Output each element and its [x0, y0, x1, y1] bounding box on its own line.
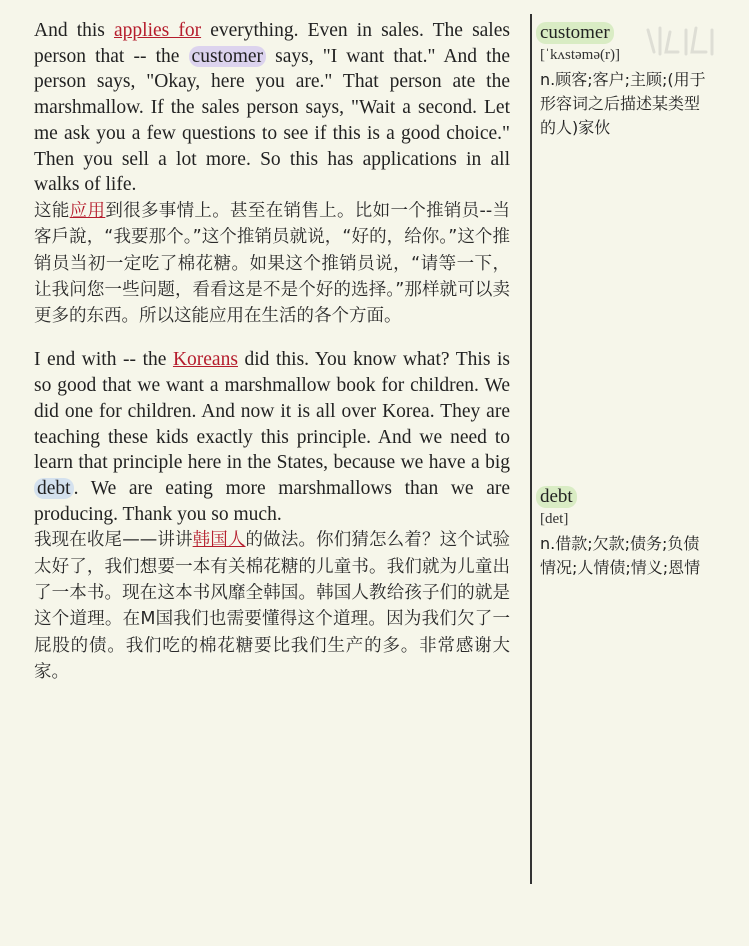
text-span: I end with -- the — [34, 349, 173, 371]
vocab-link-applies-for[interactable]: applies for — [114, 20, 202, 41]
highlight-customer[interactable]: customer — [189, 46, 266, 67]
glossary-phonetic: [det] — [540, 511, 569, 527]
text-span: says, "I want that." And the person says, "Okay, here you are." That person ate the marshmallow. If the sales person says, "Wait a second. Let me ask you a few questions to see if this is a good choice." Then you sell a lot more. So this has applications in all walks of life. — [34, 45, 510, 196]
text-span: . We are eating more marshmallows than we are producing. Thank you so much. — [34, 477, 510, 525]
glossary-word[interactable]: debt — [536, 486, 577, 508]
glossary-definition: n.顾客;客户;主顾;(用于形容词之后描述某类型的人)家伙 — [540, 70, 706, 137]
glossary-definition: n.借款;欠款;债务;负债情况;人情债;情义;恩情 — [540, 534, 701, 577]
passage — [34, 18, 510, 685]
text-span: did this. You know what? This is so good that we want a marshmallow book for children. We did one for children. And now it is all over Korea. They are teaching these kids exactly this principle. And we need to learn that principle here in the States, because we have a big — [34, 349, 510, 474]
glossary-word[interactable]: customer — [536, 22, 614, 44]
watermark-logo-icon — [640, 22, 720, 62]
highlight-debt[interactable]: debt — [34, 478, 74, 499]
text-span: 的做法。你们猜怎么着？这个试验太好了，我们想要一本有关棉花糖的儿童书。我们就为儿童出了一本书。现在这本书风靡全韩国。韩国人教给孩子们的就是这个道理。在M国我们也需要懂得这个道理。因为我们欠了一屁股的债。我们吃的棉花糖要比我们生产的多。非常感谢大家。 — [34, 530, 511, 682]
vocab-link-koreans[interactable]: Koreans — [172, 349, 238, 371]
vocab-link-koreans-zh[interactable]: 韩国人 — [192, 530, 246, 551]
text-span: 我现在收尾——讲讲 — [34, 530, 193, 551]
text-span: everything. Even in sales. The sales person that -- the — [34, 20, 510, 67]
glossary-entry-debt — [540, 486, 715, 580]
text-span: 到很多事情上。甚至在销售上。比如一个推销员--当客戶說，“我要那个。”这个推销员就说，“好的，给你。”这个推销员当初一定吃了棉花糖。如果这个推销员说，“请等一下，让我问您一些问题，看看这是不是个好的选择。”那样就可以卖更多的东西。所以这能应用在生活的各个方面。 — [34, 200, 511, 327]
chinese-paragraph-1 — [34, 198, 510, 329]
column-divider — [530, 14, 532, 884]
vocab-link-apply-zh[interactable]: 应用 — [69, 200, 106, 221]
text-span: 这能 — [34, 200, 70, 221]
chinese-paragraph-2 — [34, 527, 510, 685]
text-span: And this — [34, 20, 114, 41]
glossary-phonetic: [ˈkʌstəmə(r)] — [540, 47, 620, 63]
english-paragraph-1 — [34, 18, 510, 198]
english-paragraph-2 — [34, 347, 510, 527]
